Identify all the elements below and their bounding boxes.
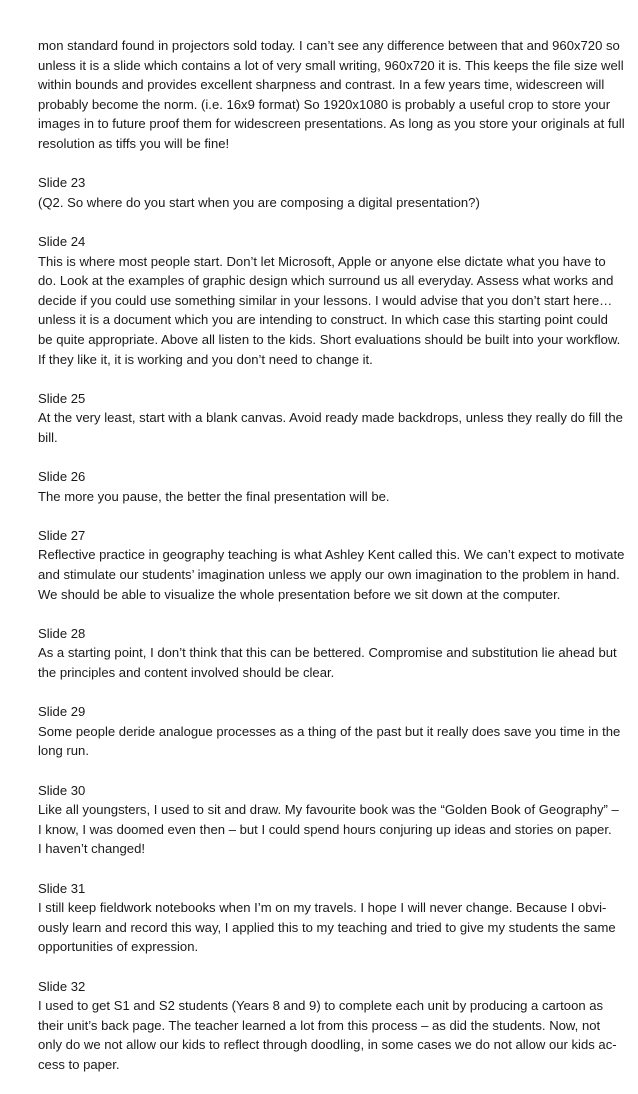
slide-note xyxy=(38,389,623,448)
slide-heading: Slide 30 xyxy=(38,782,86,798)
slide-note xyxy=(38,467,604,506)
intro-line: resolution as tiffs you will be fine! xyxy=(38,135,230,151)
slide-note xyxy=(38,624,617,683)
slide-note xyxy=(38,232,621,369)
slide-note-line: their unit’s back page. The teacher learned a lot from this process – as did the students. Now, not xyxy=(38,1017,601,1033)
slide-note xyxy=(38,173,604,212)
slide-note-line: and stimulate our students’ imagination unless we apply our own imagination to the problem in hand. xyxy=(38,567,620,583)
slide-note-line: ously learn and record this way, I applied this to my teaching and tried to give my students the same xyxy=(38,919,616,935)
slide-note-line: cess to paper. xyxy=(38,1056,120,1072)
intro-line: within bounds and provides excellent sharpness and contrast. In a few years time, widescreen will xyxy=(38,77,605,93)
slide-note xyxy=(38,977,617,1075)
slide-note-line: At the very least, start with a blank canvas. Avoid ready made backdrops, unless they really do fill the xyxy=(38,410,623,426)
slide-heading: Slide 32 xyxy=(38,978,86,994)
slide-heading: Slide 29 xyxy=(38,704,86,720)
document-page xyxy=(38,36,625,1094)
slide-note-line: bill. xyxy=(38,429,58,445)
slide-note-line: the principles and content involved should be clear. xyxy=(38,665,335,680)
intro-line: unless it is a slide which contains a lot of very small writing, 960x720 it is. This keeps the file size well xyxy=(38,57,624,73)
slide-note-line: The more you pause, the better the final presentation will be. xyxy=(38,488,390,504)
slide-heading: Slide 24 xyxy=(38,233,86,249)
slide-note-line: This is where most people start. Don’t let Microsoft, Apple or anyone else dictate what you have to xyxy=(38,253,606,269)
slide-note xyxy=(38,526,625,604)
intro-paragraph xyxy=(38,36,625,154)
intro-line: probably become the norm. (i.e. 16x9 format) So 1920x1080 is probably a useful crop to store your xyxy=(38,96,611,112)
intro-line: mon standard found in projectors sold today. I can’t see any difference between that and 960x720 so xyxy=(38,38,620,53)
intro-line: images in to future proof them for widescreen presentations. As long as you store your originals at full xyxy=(38,116,625,132)
slide-note xyxy=(38,702,621,761)
slide-note-line: As a starting point, I don’t think that this can be bettered. Compromise and substitution lie ahead but xyxy=(38,645,617,661)
slide-note-line: (Q2. So where do you start when you are composing a digital presentation?) xyxy=(38,194,480,210)
slide-note-line: Some people deride analogue processes as a thing of the past but it really does save you time in the xyxy=(38,723,621,739)
slide-note-line: opportunities of expression. xyxy=(38,939,199,955)
slide-heading: Slide 23 xyxy=(38,175,86,191)
slide-note-line: Reflective practice in geography teaching is what Ashley Kent called this. We can’t expect to motivate xyxy=(38,547,625,563)
slide-note xyxy=(38,879,616,957)
slide-heading: Slide 27 xyxy=(38,527,86,543)
slide-heading: Slide 31 xyxy=(38,880,86,896)
slide-heading: Slide 25 xyxy=(38,390,86,406)
slide-note-line: only do we not allow our kids to reflect through doodling, in some cases we do not allow our kids ac- xyxy=(38,1037,617,1053)
slide-note-line: decide if you could use something similar in your lessons. I would advise that you don’t start here… xyxy=(38,292,613,308)
slide-heading: Slide 26 xyxy=(38,469,86,485)
slide-heading: Slide 28 xyxy=(38,625,86,641)
slide-note-line: be quite appropriate. Above all listen to the kids. Short evaluations should be built into your workflow. xyxy=(38,331,621,347)
slide-note-line: long run. xyxy=(38,743,89,759)
slide-notes-list xyxy=(38,173,625,1074)
slide-note-line: I know, I was doomed even then – but I could spend hours conjuring up ideas and stories on paper. xyxy=(38,821,612,837)
slide-note-line: I still keep fieldwork notebooks when I’m on my travels. I hope I will never change. Because I obvi- xyxy=(38,900,607,916)
slide-note-line: do. Look at the examples of graphic design which surround us all everyday. Assess what works and xyxy=(38,273,614,289)
slide-note-line: unless it is a document which you are intending to construct. In which case this starting point could xyxy=(38,312,608,328)
slide-note xyxy=(38,781,619,859)
slide-note-line: I used to get S1 and S2 students (Years 8 and 9) to complete each unit by producing a cartoon as xyxy=(38,998,604,1014)
slide-note-line: I haven’t changed! xyxy=(38,841,146,857)
slide-note-line: If they like it, it is working and you don’t need to change it. xyxy=(38,351,373,367)
slide-note-line: We should be able to visualize the whole presentation before we sit down at the computer. xyxy=(38,586,561,602)
slide-note-line: Like all youngsters, I used to sit and draw. My favourite book was the “Golden Book of Geography” – xyxy=(38,802,619,818)
